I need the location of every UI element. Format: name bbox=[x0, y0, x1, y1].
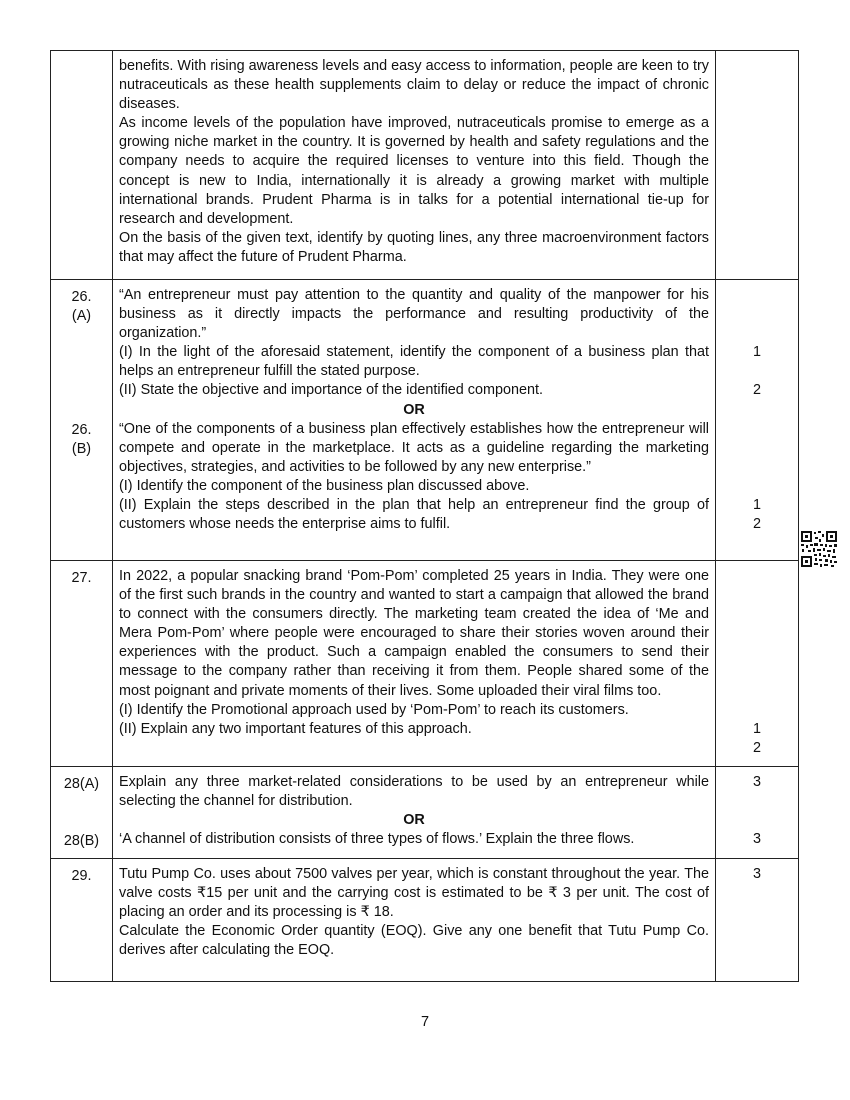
question-quote: “One of the components of a business plan effectively establishes how the entrepreneur will compete and operate in the marketplace. It acts as a guideline regarding the marketing objectives, strategies, and activities to be followed by any new enterprise.” bbox=[119, 420, 709, 475]
question-number: 28(A) bbox=[63, 776, 100, 792]
question-number-cell bbox=[51, 561, 113, 767]
marks-cell bbox=[716, 561, 799, 767]
qr-code-icon bbox=[800, 530, 838, 568]
question-quote: “An entrepreneur must pay attention to the quantity and quality of the manpower for his business as it directly impacts the performance and resulting productivity of the organization.” bbox=[119, 287, 709, 342]
question-part: (II) State the objective and importance of the identified component. bbox=[119, 382, 543, 399]
question-paragraph: As income levels of the population have improved, nutraceuticals promise to emerge as a growing niche market in the country. It is governed by health and safety regulations and the company needs to acquire the required licenses to venture into this field. Though the concept is new to India, internationally it is already a growing market with multiple international brands. Prudent Pharma is in talks for a potential international tie-up for research and development. bbox=[119, 115, 709, 227]
question-part: (I) Identify the component of the business plan discussed above. bbox=[119, 477, 530, 494]
question-number: 27. bbox=[71, 570, 92, 586]
question-paragraph: Tutu Pump Co. uses about 7500 valves per year, which is constant throughout the year. The valve costs ₹15 per unit and the carrying cost is estimated to be ₹ 3 per unit. The cost of placing an order and its processing is ₹ 18. bbox=[119, 866, 709, 921]
question-paragraph: Calculate the Economic Order quantity (EOQ). Give any one benefit that Tutu Pump Co. derives after calculating the EOQ. bbox=[119, 923, 709, 959]
question-text-cell bbox=[113, 280, 716, 561]
question-part: (I) Identify the Promotional approach used by ‘Pom-Pom’ to reach its customers. bbox=[119, 701, 629, 718]
or-separator: OR bbox=[403, 401, 425, 418]
question-number-cell bbox=[51, 280, 113, 561]
question-row-28 bbox=[51, 767, 799, 859]
question-row-continuation bbox=[51, 51, 799, 280]
marks-cell bbox=[716, 51, 799, 280]
marks-cell bbox=[716, 767, 799, 859]
marks-value: 2 bbox=[752, 516, 761, 533]
marks-value: 3 bbox=[752, 866, 761, 882]
marks-value: 1 bbox=[752, 344, 761, 361]
question-paragraph: On the basis of the given text, identify by quoting lines, any three macroenvironment factors that may affect the future of Prudent Pharma. bbox=[119, 229, 709, 265]
question-number-cell bbox=[51, 767, 113, 859]
marks-value: 2 bbox=[752, 739, 761, 756]
question-text-cell bbox=[113, 859, 716, 982]
question-text: ‘A channel of distribution consists of three types of flows.’ Explain the three flows. bbox=[119, 831, 635, 848]
question-part: (I) In the light of the aforesaid statement, identify the component of a business plan that helps an entrepreneur fulfill the stated purpose. bbox=[119, 344, 709, 380]
question-number-cell bbox=[51, 51, 113, 280]
marks-cell bbox=[716, 280, 799, 561]
question-text-cell bbox=[113, 51, 716, 280]
page-number: 7 bbox=[420, 1014, 430, 1030]
question-number: 26. bbox=[71, 422, 92, 439]
question-text-cell bbox=[113, 561, 716, 767]
question-text: Explain any three market-related considerations to be used by an entrepreneur while selecting the channel for distribution. bbox=[119, 774, 709, 810]
question-row-29 bbox=[51, 859, 799, 982]
question-text-cell bbox=[113, 767, 716, 859]
question-row-27 bbox=[51, 561, 799, 767]
marks-value: 3 bbox=[752, 831, 761, 848]
question-number: 26. bbox=[71, 289, 92, 305]
question-row-26 bbox=[51, 280, 799, 561]
question-paragraph: In 2022, a popular snacking brand ‘Pom-Pom’ completed 25 years in India. They were one of the first such brands in the country and wanted to start a campaign that allowed the brand to connect with the consumers directly. The marketing team created the idea of ‘Me and Mera Pom-Pom’ where people were encouraged to share their stories woven around their experiences with the product. Such a campaign enabled the consumers to send their message to the company rather than receiving it from them. People shared some of the most poignant and private moments of their lives. Some uploaded their viral films too. bbox=[119, 568, 709, 699]
question-part: (II) Explain the steps described in the plan that help an entrepreneur find the group of customers whose needs the enterprise aims to fulfil. bbox=[119, 497, 709, 533]
marks-value: 3 bbox=[752, 774, 761, 790]
question-subpart: (A) bbox=[71, 308, 92, 325]
marks-cell bbox=[716, 859, 799, 982]
marks-value: 1 bbox=[752, 720, 761, 737]
question-part: (II) Explain any two important features of this approach. bbox=[119, 720, 472, 737]
or-separator: OR bbox=[403, 812, 425, 829]
question-subpart: (B) bbox=[71, 441, 92, 458]
question-paragraph: benefits. With rising awareness levels and easy access to information, people are keen to try nutraceuticals as these health supplements claim to delay or reduce the impact of chronic diseases. bbox=[119, 58, 709, 113]
marks-value: 1 bbox=[752, 497, 761, 514]
marks-value: 2 bbox=[752, 382, 761, 399]
question-number-cell bbox=[51, 859, 113, 982]
question-table bbox=[50, 50, 799, 982]
question-number: 29. bbox=[71, 868, 92, 884]
question-number: 28(B) bbox=[63, 833, 100, 850]
